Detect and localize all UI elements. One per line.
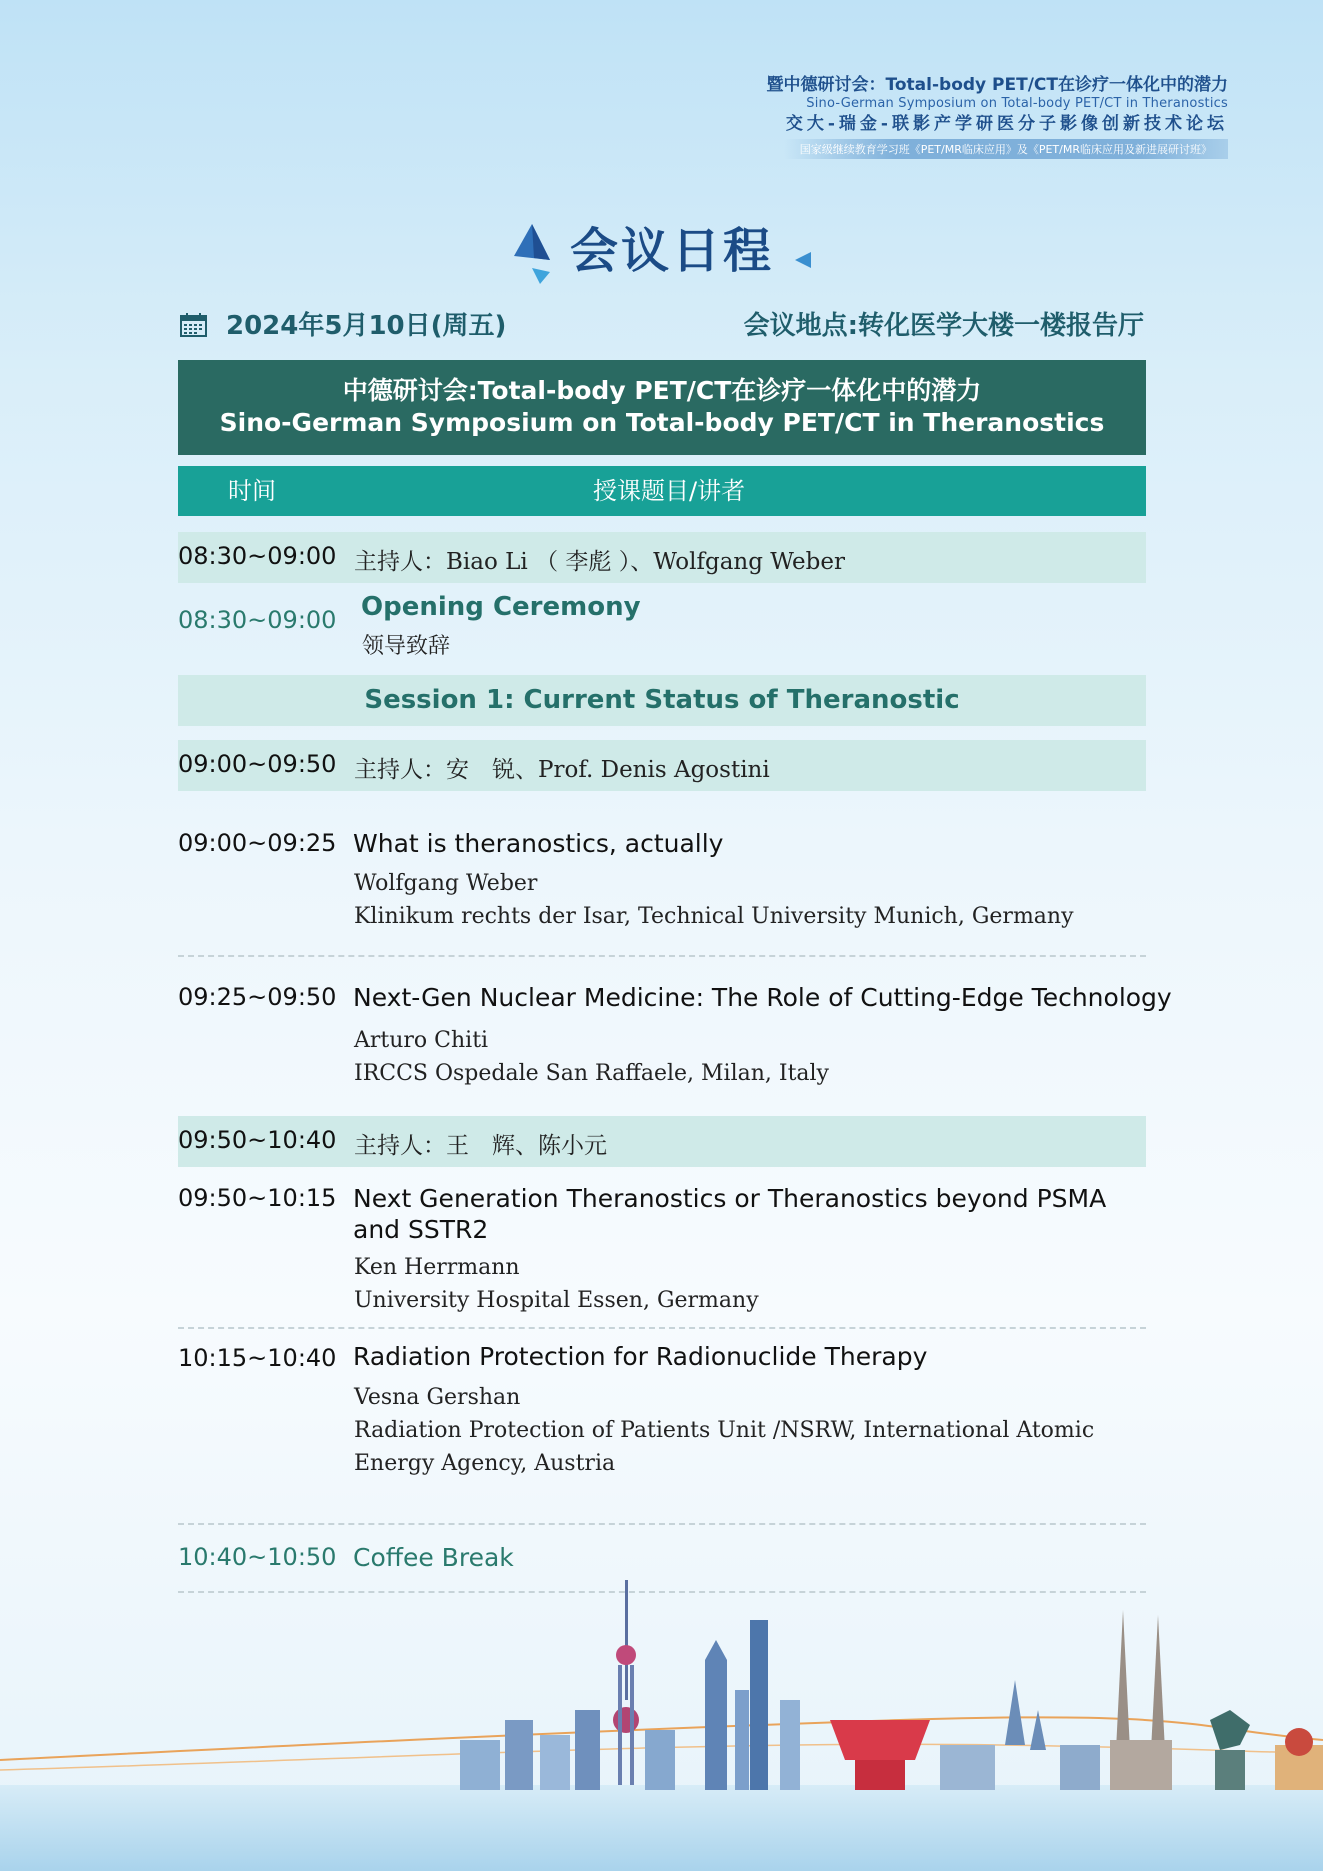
page-title-area: [0, 218, 1323, 288]
talk-speaker: Ken Herrmann: [354, 1255, 520, 1280]
opening-time: 08:30~09:00: [178, 606, 337, 634]
column-time: 时间: [228, 477, 276, 505]
header-line-4: 国家级继续教育学习班《PET/MR临床应用》及《PET/MR临床应用及新进展研讨班》: [784, 139, 1228, 159]
talk-title: [353, 1183, 1106, 1245]
conference-header: [767, 74, 1228, 159]
talk-time: 10:15~10:40: [178, 1344, 337, 1372]
talk-affiliation: Klinikum rechts der Isar, Technical University Munich, Germany: [354, 904, 1074, 929]
chair-row-time: 09:00~09:50: [178, 750, 337, 778]
chair-row-time: 09:50~10:40: [178, 1126, 337, 1154]
talk-speaker: Arturo Chiti: [354, 1028, 489, 1053]
chair-row-text: 主持人：安 锐、Prof. Denis Agostini: [354, 757, 770, 783]
header-line-2: Sino-German Symposium on Total-body PET/CT in Theranostics: [806, 96, 1228, 111]
row-divider: [178, 955, 1146, 957]
talk-speaker: Vesna Gershan: [354, 1385, 521, 1410]
event-date: 2024年5月10日(周五): [226, 311, 507, 341]
opening-title: Opening Ceremony: [361, 592, 641, 622]
talk-time: 09:00~09:25: [178, 829, 337, 857]
talk-title-line: and SSTR2: [353, 1215, 489, 1244]
date-venue-line: [178, 307, 1144, 347]
column-topic: 授课题目/讲者: [593, 477, 746, 505]
talk-time: 09:25~09:50: [178, 983, 337, 1011]
small-triangle-icon: [793, 250, 813, 270]
schedule-column-header: [178, 466, 1146, 516]
row-divider: [178, 1327, 1146, 1329]
symposium-banner: [178, 360, 1146, 455]
talk-title: What is theranostics, actually: [353, 829, 724, 858]
banner-title-cn: 中德研讨会:Total-body PET/CT在诊疗一体化中的潜力: [342, 376, 982, 405]
talk-affiliation: University Hospital Essen, Germany: [354, 1288, 759, 1313]
talk-affiliation: IRCCS Ospedale San Raffaele, Milan, Italy: [354, 1061, 829, 1086]
oriental-pearl-tower-icon: [613, 1580, 639, 1785]
coffee-break-label: Coffee Break: [353, 1543, 514, 1572]
header-line-3: 交大-瑞金-联影产学研医分子影像创新技术论坛: [785, 114, 1228, 134]
header-line-1: 暨中德研讨会：Total-body PET/CT在诊疗一体化中的潜力: [766, 75, 1228, 95]
chair-row-text: 主持人：王 辉、陈小元: [354, 1133, 607, 1159]
talk-time: 09:50~10:15: [178, 1184, 337, 1212]
chair-row-time: 08:30~09:00: [178, 542, 337, 570]
city-skyline-illustration: [0, 1570, 1323, 1871]
talk-affiliation: [354, 1414, 1094, 1480]
event-venue: 会议地点:转化医学大楼一楼报告厅: [743, 311, 1144, 341]
row-divider: [178, 1523, 1146, 1525]
talk-speaker: Wolfgang Weber: [354, 871, 538, 896]
affiliation-line: Radiation Protection of Patients Unit /NSRW, International Atomic: [354, 1418, 1095, 1443]
session-title: Session 1: Current Status of Theranostic: [178, 675, 1146, 726]
talk-title: Radiation Protection for Radionuclide Therapy: [353, 1342, 928, 1371]
page-title: 会议日程: [570, 223, 775, 279]
banner-title-en: Sino-German Symposium on Total-body PET/CT in Theranostics: [219, 408, 1105, 437]
chair-row-text: 主持人：Biao Li （ 李彪 ）、Wolfgang Weber: [354, 549, 845, 575]
coffee-break-time: 10:40~10:50: [178, 1543, 337, 1571]
affiliation-line: Energy Agency, Austria: [354, 1451, 616, 1476]
talk-title: Next-Gen Nuclear Medicine: The Role of Cutting-Edge Technology: [353, 983, 1172, 1012]
talk-title-line: Next Generation Theranostics or Theranostics beyond PSMA: [353, 1184, 1107, 1213]
opening-subtitle: 领导致辞: [362, 634, 451, 659]
calendar-icon: [180, 313, 207, 337]
triangle-decoration-icon: [510, 222, 556, 284]
